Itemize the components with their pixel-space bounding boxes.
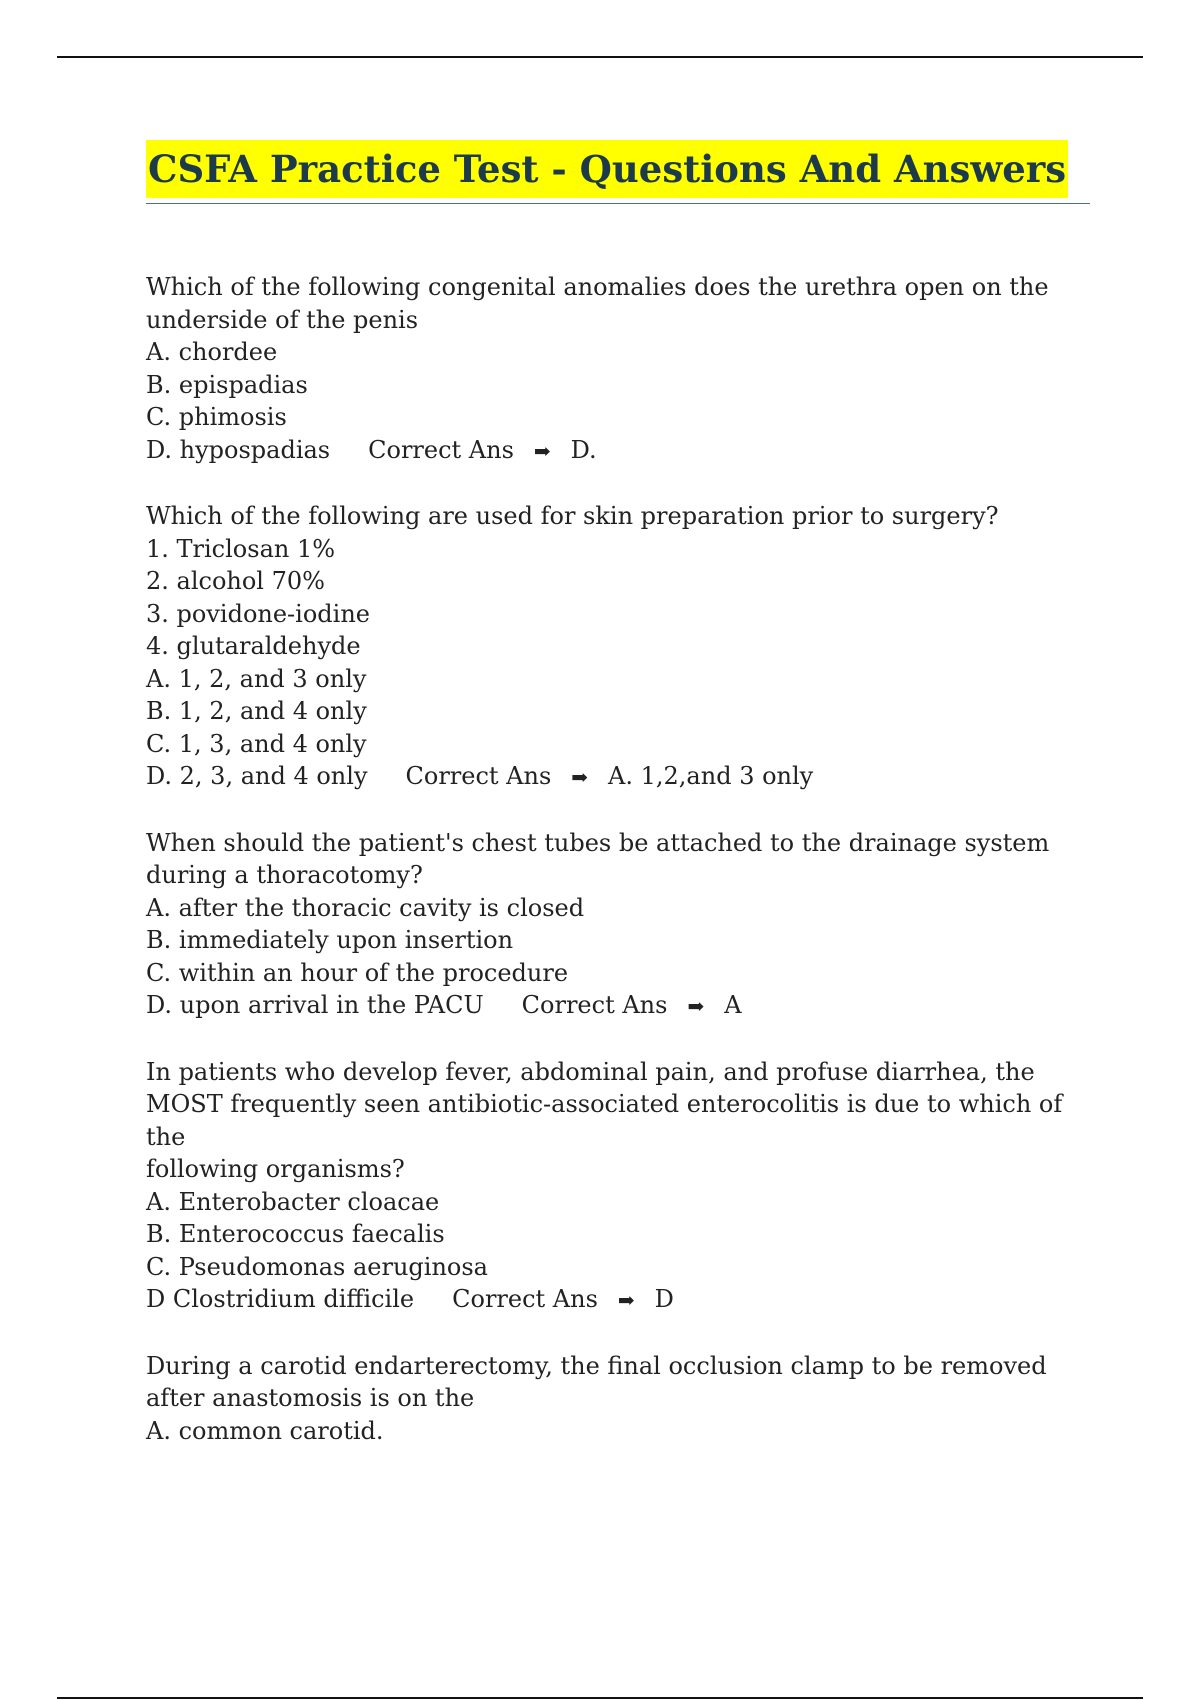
answer-option: A. common carotid. [146, 1416, 384, 1445]
correct-answer-label: Correct Ans [368, 435, 514, 464]
answer-option: 3. povidone-iodine [146, 599, 370, 628]
question-block [146, 827, 1090, 1023]
answer-option: C. Pseudomonas aeruginosa [146, 1252, 488, 1281]
title-block [146, 140, 1090, 204]
question-block [146, 500, 1090, 794]
question-stem-line: In patients who develop fever, abdominal pain, and profuse diarrhea, the [146, 1057, 1035, 1086]
final-option-with-answer [146, 1283, 1090, 1317]
right-arrow-icon: ➡ [687, 994, 705, 1018]
correct-answer-value: A. 1,2,and 3 only [608, 762, 814, 790]
correct-answer-label: Correct Ans [521, 991, 668, 1019]
question-stem-line: During a carotid endarterectomy, the final occlusion clamp to be removed [146, 1351, 1047, 1380]
right-arrow-icon: ➡ [571, 765, 589, 789]
right-arrow-icon: ➡ [533, 438, 551, 463]
top-rule [57, 56, 1143, 58]
answer-option: A. after the thoracic cavity is closed [146, 893, 585, 922]
answer-option: B. immediately upon insertion [146, 926, 514, 954]
question-stem-line: Which of the following congenital anomalies does the urethra open on the [146, 273, 1049, 301]
correct-answer-label: Correct Ans [452, 1285, 598, 1313]
bottom-rule [57, 1697, 1143, 1699]
correct-answer-label: Correct Ans [405, 762, 552, 790]
answer-option: 1. Triclosan 1% [146, 534, 336, 563]
answer-option: D. upon arrival in the PACU [146, 991, 484, 1019]
answer-option: D. 2, 3, and 4 only [146, 762, 368, 790]
question-stem-line: following organisms? [146, 1155, 405, 1183]
answer-option: C. within an hour of the procedure [146, 958, 569, 987]
document-body [146, 140, 1090, 1480]
correct-answer-value: D [654, 1285, 674, 1313]
answer-option: D. hypospadias [146, 435, 331, 464]
answer-option: A. Enterobacter cloacae [146, 1187, 440, 1216]
answer-option: D Clostridium difficile [146, 1285, 415, 1313]
answer-option: B. 1, 2, and 4 only [146, 697, 367, 725]
correct-answer-value: D. [570, 435, 597, 464]
answer-option: B. Enterococcus faecalis [146, 1220, 445, 1248]
question-stem-line: after anastomosis is on the [146, 1384, 475, 1412]
answer-option: 2. alcohol 70% [146, 567, 325, 595]
answer-option: A. 1, 2, and 3 only [146, 664, 367, 693]
question-stem-line: Which of the following are used for skin preparation prior to surgery? [146, 502, 999, 530]
final-option-with-answer [146, 760, 1090, 794]
question-list [146, 271, 1090, 1447]
final-option-with-answer [146, 989, 1090, 1023]
question-stem-line: during a thoracotomy? [146, 861, 423, 889]
question-stem-line: When should the patient's chest tubes be attached to the drainage system [146, 828, 1050, 857]
right-arrow-icon: ➡ [617, 1288, 635, 1312]
answer-option: B. epispadias [146, 370, 308, 399]
question-block [146, 271, 1090, 467]
answer-option: C. phimosis [146, 403, 287, 431]
question-stem-line: MOST frequently seen antibiotic-associated enterocolitis is due to which of the [146, 1090, 1070, 1151]
page-title: CSFA Practice Test - Questions And Answers [146, 140, 1068, 198]
final-option-with-answer [146, 434, 1090, 468]
question-stem-line: underside of the penis [146, 305, 419, 334]
question-block [146, 1350, 1090, 1448]
answer-option: C. 1, 3, and 4 only [146, 729, 367, 758]
answer-option: A. chordee [146, 338, 278, 366]
answer-option: 4. glutaraldehyde [146, 632, 361, 660]
question-block [146, 1056, 1090, 1317]
correct-answer-value: A [724, 991, 742, 1019]
